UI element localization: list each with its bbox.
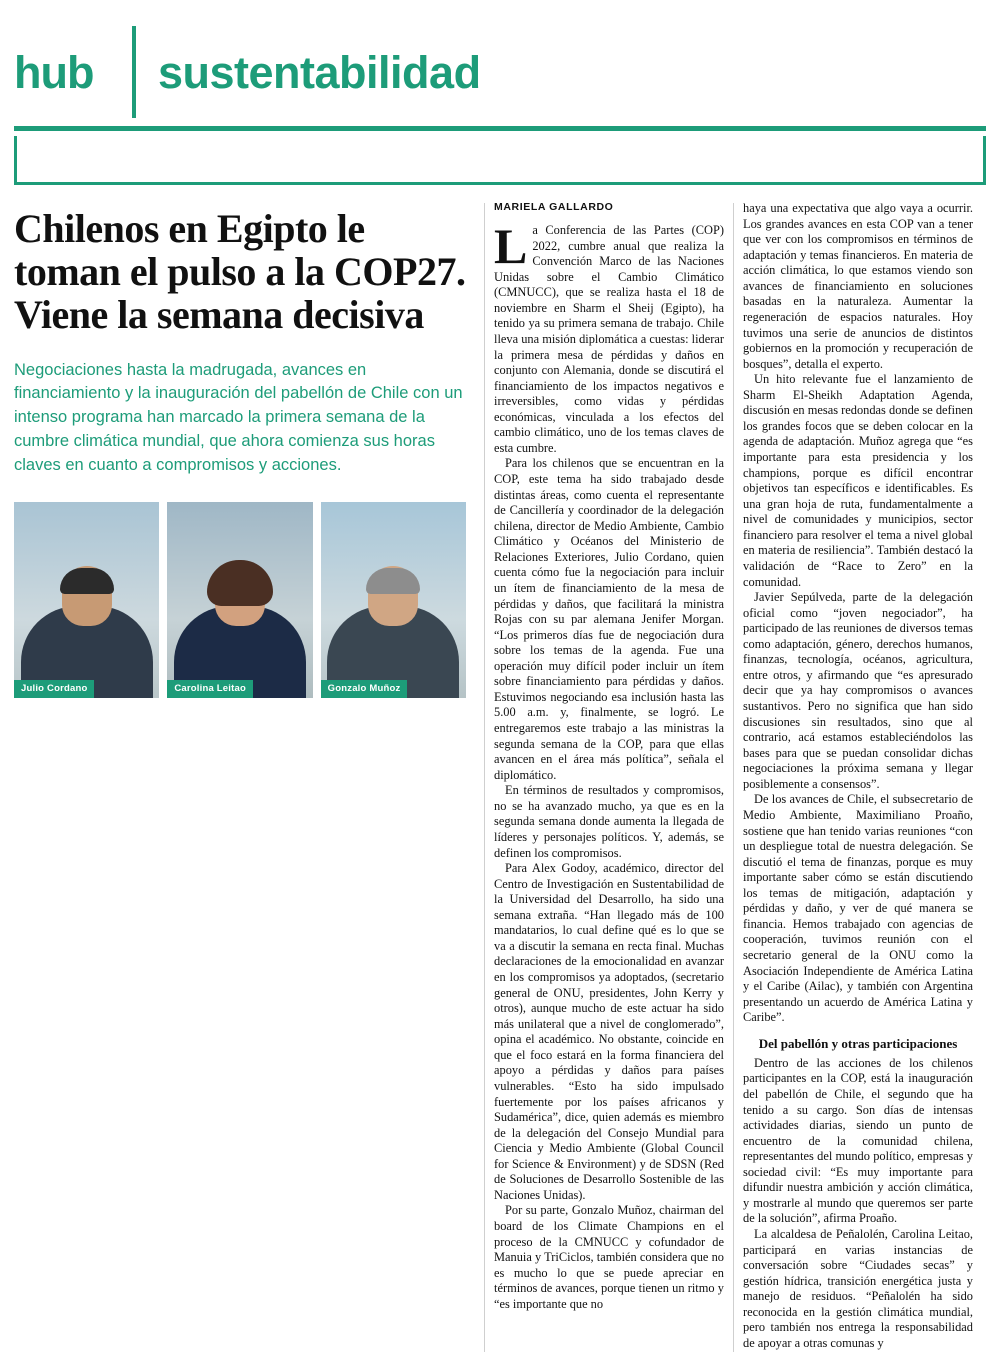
photo-carolina-leitao — [167, 502, 312, 698]
paragraph: Para los chilenos que se encuentran en la COP, este tema ha sido trabajado desde distintas áreas, como cuenta el representante de Cancillería y coordinador de la delegación chilena, director de Medio Ambiente, Cambio Climático y Océanos del Ministerio de Relaciones Exteriores, Julio Cordano, quien cuenta cómo fue la negociación para incluir un ítem de financiamiento de la mesa de pérdidas y daños, que facilitará la ministra Rojas con su par alemana Jenifer Morgan. “Los primeros días fue de negociación dura sobre los temas de la agenda. Fue una operación muy difícil poder incluir un ítem sobre financiamiento para pérdidas y daños. Estuvimos negociando esa inclusión hasta las 5.00 a.m. y, finalmente, se logró. Le entregaremos este trabajo a las ministras la segunda semana de la COP, para que ellas avancen en el área más política”, señala el diplomático. — [494, 456, 724, 782]
section-subheading: Del pabellón y otras participaciones — [758, 1035, 958, 1051]
masthead — [14, 0, 986, 118]
portrait-figure — [167, 570, 312, 698]
portrait-figure — [321, 570, 466, 698]
masthead-vertical-rule — [132, 26, 136, 118]
paragraph: Por su parte, Gonzalo Muñoz, chairman del board de los Climate Champions en el proceso de la CMNUCC y cofundador de Manuia y TriCiclos, también considera que no es mucho lo que se puede apreciar en términos de avances, porque tienen un ritmo y “es importante que no — [494, 1203, 724, 1311]
paragraph: haya una expectativa que algo vaya a ocurrir. Los grandes avances en esta COP van a tener que ver con los compromisos en términos de adaptación y temas financieros. En materia de acción climática, lo que estamos viendo son avances de financiamiento en soluciones basadas en la naturaleza. Aumentar la regeneración de espacios naturales. Hoy tuvimos una serie de anuncios de distintos gobiernos en la promoción y recuperación de bosques”, detalla el experto. — [743, 201, 973, 371]
photo-caption: Gonzalo Muñoz — [321, 680, 408, 698]
paragraph: Dentro de las acciones de los chilenos participantes en la COP, está la inauguración del pabellón de Chile, el segundo que ha tenido a su cargo. Son días de intensas actividades diarias, siendo un punto de encuentro de la comunidad chilena, representantes del mundo político, empresas y sociedad civil: “Es muy importante para difundir nuestra ambición y acción climática, y mostrarle al mundo que queremos ser parte de la solución”, afirma Proaño. — [743, 1055, 973, 1226]
paragraph: En términos de resultados y compromisos, no se ha avanzado mucho, ya que es en la segunda semana donde aumenta la llegada de líderes y personajes políticos. Y, además, se definen los compromisos. — [494, 783, 724, 860]
logo-text: hub — [14, 46, 94, 98]
page-title: Chilenos en Egipto le toman el pulso a la COP27. Viene la semana decisiva — [14, 206, 466, 338]
text-column-2 — [485, 201, 733, 1352]
photo-caption: Carolina Leitao — [167, 680, 253, 698]
publication-logo — [14, 26, 126, 118]
masthead-divider — [14, 126, 986, 131]
photo-caption: Julio Cordano — [14, 680, 94, 698]
article-deck: Negociaciones hasta la madrugada, avances en financiamiento y la inauguración del pabellón de Chile con un intenso programa han marcado la primera semana de la cumbre climática mundial, que ahora comienza sus horas claves en cuanto a compromisos y acciones. — [14, 360, 463, 475]
paragraph: De los avances de Chile, el subsecretario de Medio Ambiente, Maximiliano Proaño, sostiene que han tenido varias reuniones “con un despliegue total de nuestra delegación. Se discutió el tema de finanzas, porque es muy importante saber cómo se están discutiendo los temas de mitigación, adaptación y pérdidas y daño, y ver de qué manera se financia. Hemos trabajado con agencias de cooperación, tuvimos reunión con el secretario general de la ONU como la Asociación Independiente de América Latina y el Caribe (Ailac), y también con Argentina presentando un acuerdo de América Latina y Caribe”. — [743, 792, 973, 1025]
article-body — [14, 201, 986, 1352]
portrait-figure — [14, 570, 159, 698]
text-column-3 — [734, 201, 982, 1352]
photo-gonzalo-munoz — [321, 502, 466, 698]
byline: MARIELA GALLARDO — [494, 201, 614, 213]
headline-column — [14, 201, 484, 1352]
paragraph: Para Alex Godoy, académico, director del Centro de Investigación en Sustentabilidad de la Universidad del Desarrollo, ha sido una semana extraña. “Han llegado más de 100 mandatarios, lo cual define qué es lo que se va a discutir la semana en recta final. Muchas declaraciones de la emocionalidad en avanzar en los compromisos ya adoptados, (secretario general de ONU, presidentes, John Kerry y otros), aunque mucho de este actuar ha sido más unilateral que a nivel de conglomerado”, opina el académico. No obstante, coincide en que el foco estará en la forma financiera del apoyo a pérdidas y daños para países vulnerables. “Esto ha sido impulsado fuertemente por los países africanos y Sudamérica”, dice, quien además es miembro de la delegación del Consejo Mundial para Ciencia y Medio Ambiente (Global Council for Science & Environment) y de SDSN (Red de Soluciones de Desarrollo Sostenible de las Naciones Unidas). — [494, 861, 724, 1202]
photo-strip — [14, 502, 466, 698]
section-title: sustentabilidad — [158, 46, 481, 98]
paragraph: La alcaldesa de Peñalolén, Carolina Leitao, participará en varias instancias de conversación sobre “Ciudades secas” y gestión hídrica, transición energética justa y manejo de residuos. “Peñalolén ha sido reconocida en la gestión climática mundial, pero también nos entrega la responsabilidad de apoyar a otras comunas y — [743, 1227, 973, 1350]
paragraph: La Conferencia de las Partes (COP) 2022, cumbre anual que realiza la Convención Marco de las Naciones Unidas sobre el Cambio Climático (CMNUCC), que se realiza hasta el 18 de noviembre en Sharm el Sheij (Egipto), ha tenido ya su primera semana de trabajo. Chile lleva una misión diplomática a cuestas: liderar la primera mesa de pérdidas y daños en conjunto con Alemania, donde se discutirá el financiamiento de los impactos negativos e irreversibles, como vidas y pérdidas económicas, vinculada a los efectos del cambio climático, uno de los temas claves de esta cumbre. — [494, 218, 724, 455]
paragraph: Javier Sepúlveda, parte de la delegación oficial como “joven negociador”, ha participado de las reuniones de diversos temas como adaptación, género, derechos humanos, finanzas, tecnología, océanos, agricultura, entre otros, y afirmando que “es apresurado decir que ya hay compromisos o avances sustantivos. Pero no significa que han sido discusiones sin resultados, sino que al contrario, acá estamos estableciéndolos las bases para que se puedan consolidar dichas negociaciones la próxima semana y llegar posiblemente a consensos”. — [743, 590, 973, 791]
content-top-rule — [14, 182, 986, 185]
photo-julio-cordano — [14, 502, 159, 698]
masthead-subbar — [14, 136, 986, 182]
paragraph: Un hito relevante fue el lanzamiento de Sharm El-Sheikh Adaptation Agenda, discusión en mesas redondas donde se definen los grandes focos que se deben colocar en la agenda de adaptación. Muñoz agrega que “es importante para esta presidencia y los champions, porque es difícil encontrar objetivos tan específicos e identificables. Es una gran hoja de ruta, fundamentalmente a nivel de comunidades y municipios, sector financiero para resolver el tema a nivel global en materia de resiliencia”. También destacó la validación de “Race to Zero” en la comunidad. — [743, 372, 973, 589]
